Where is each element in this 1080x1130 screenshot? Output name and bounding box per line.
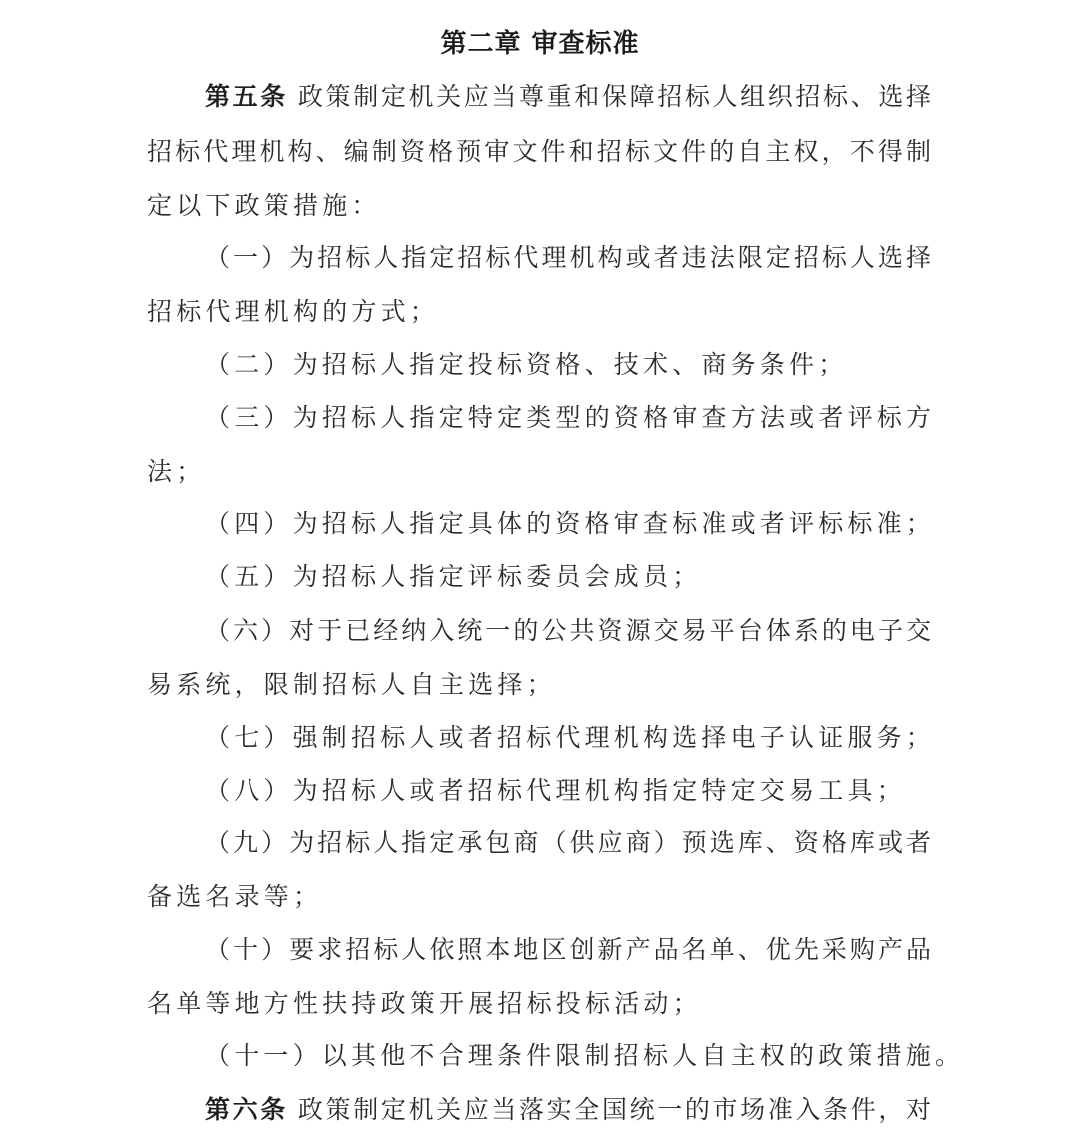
item-9-line-1: （九）为招标人指定承包商（供应商）预选库、资格库或者 [205, 828, 931, 857]
article-5-text: 政策制定机关应当尊重和保障招标人组织招标、选择 [297, 82, 931, 111]
item-3-line-2: 法； [147, 457, 206, 486]
item-1-line-2: 招标代理机构的方式； [147, 297, 440, 326]
article-5-line-2: 招标代理机构、编制资格预审文件和招标文件的自主权，不得制 [147, 137, 931, 166]
article-6-line-1 [205, 1090, 931, 1130]
item-1-line-1: （一）为招标人指定招标代理机构或者违法限定招标人选择 [205, 243, 931, 272]
item-10-line-1: （十）要求招标人依照本地区创新产品名单、优先采购产品 [205, 935, 931, 964]
item-6-line-1: （六）对于已经纳入统一的公共资源交易平台体系的电子交 [205, 616, 931, 645]
item-10-line-2: 名单等地方性扶持政策开展招标投标活动； [147, 989, 702, 1018]
article-5-line-1 [205, 77, 931, 117]
article-6-text: 政策制定机关应当落实全国统一的市场准入条件，对 [297, 1095, 931, 1124]
item-7-line-1: （七）强制招标人或者招标代理机构选择电子认证服务； [205, 723, 936, 752]
item-5-line-1: （五）为招标人指定评标委员会成员； [205, 562, 702, 591]
chapter-title: 第二章 审查标准 [440, 29, 640, 59]
item-3-line-1: （三）为招标人指定特定类型的资格审查方法或者评标方 [205, 403, 931, 432]
article-6-label: 第六条 [205, 1095, 288, 1124]
item-9-line-2: 备选名录等； [147, 882, 323, 911]
item-6-line-2: 易系统，限制招标人自主选择； [147, 670, 556, 699]
item-2-line-1: （二）为招标人指定投标资格、技术、商务条件； [205, 350, 848, 379]
article-5-line-3: 定以下政策措施： [147, 191, 381, 220]
item-8-line-1: （八）为招标人或者招标代理机构指定特定交易工具； [205, 776, 906, 805]
article-5-label: 第五条 [205, 82, 288, 111]
item-11-line-1: （十一）以其他不合理条件限制招标人自主权的政策措施。 [205, 1041, 965, 1070]
item-4-line-1: （四）为招标人指定具体的资格审查标准或者评标标准； [205, 509, 936, 538]
